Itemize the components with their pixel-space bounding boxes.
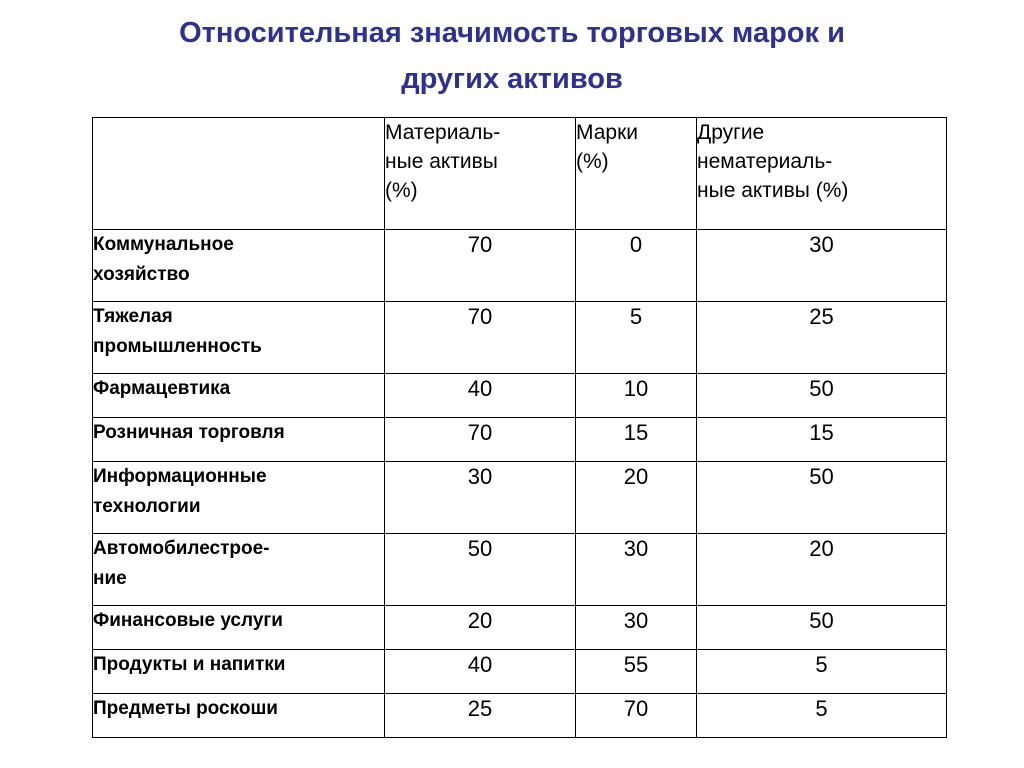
brands-value: 10 <box>576 374 697 418</box>
row-label: Коммунальное хозяйство <box>93 230 385 302</box>
header-corner-cell <box>93 118 385 230</box>
table-row <box>93 374 947 418</box>
row-label: Фармацевтика <box>93 374 385 418</box>
slide-title <box>0 10 1024 102</box>
row-label: Тяжелая промышленность <box>93 302 385 374</box>
table-row <box>93 606 947 650</box>
tangible-value: 70 <box>385 230 576 302</box>
row-label: Информационные технологии <box>93 462 385 534</box>
tangible-value: 70 <box>385 302 576 374</box>
brands-value: 15 <box>576 418 697 462</box>
table-row <box>93 302 947 374</box>
other-value: 30 <box>697 230 947 302</box>
table-header-row <box>93 118 947 230</box>
tangible-value: 40 <box>385 650 576 694</box>
table-row <box>93 418 947 462</box>
table-row <box>93 462 947 534</box>
title-line-2: других активов <box>401 63 623 95</box>
brand-value-table <box>92 117 947 738</box>
header-tangible-assets: Материаль- ные активы (%) <box>385 118 576 230</box>
tangible-value: 30 <box>385 462 576 534</box>
header-other-intangibles: Другие нематериаль- ные активы (%) <box>697 118 947 230</box>
title-line-1: Относительная значимость торговых марок и <box>179 17 845 49</box>
other-value: 50 <box>697 462 947 534</box>
brands-value: 30 <box>576 534 697 606</box>
table-row <box>93 650 947 694</box>
table-row <box>93 534 947 606</box>
tangible-value: 70 <box>385 418 576 462</box>
row-label: Предметы роскоши <box>93 694 385 738</box>
brands-value: 55 <box>576 650 697 694</box>
other-value: 20 <box>697 534 947 606</box>
tangible-value: 40 <box>385 374 576 418</box>
row-label: Продукты и напитки <box>93 650 385 694</box>
table-row <box>93 230 947 302</box>
other-value: 5 <box>697 650 947 694</box>
other-value: 50 <box>697 374 947 418</box>
other-value: 15 <box>697 418 947 462</box>
other-value: 5 <box>697 694 947 738</box>
row-label: Автомобилестрое- ние <box>93 534 385 606</box>
other-value: 25 <box>697 302 947 374</box>
brands-value: 70 <box>576 694 697 738</box>
tangible-value: 50 <box>385 534 576 606</box>
header-brands: Марки (%) <box>576 118 697 230</box>
brands-value: 30 <box>576 606 697 650</box>
other-value: 50 <box>697 606 947 650</box>
tangible-value: 20 <box>385 606 576 650</box>
brands-value: 0 <box>576 230 697 302</box>
table-row <box>93 694 947 738</box>
brands-value: 20 <box>576 462 697 534</box>
row-label: Финансовые услуги <box>93 606 385 650</box>
brands-value: 5 <box>576 302 697 374</box>
row-label: Розничная торговля <box>93 418 385 462</box>
tangible-value: 25 <box>385 694 576 738</box>
